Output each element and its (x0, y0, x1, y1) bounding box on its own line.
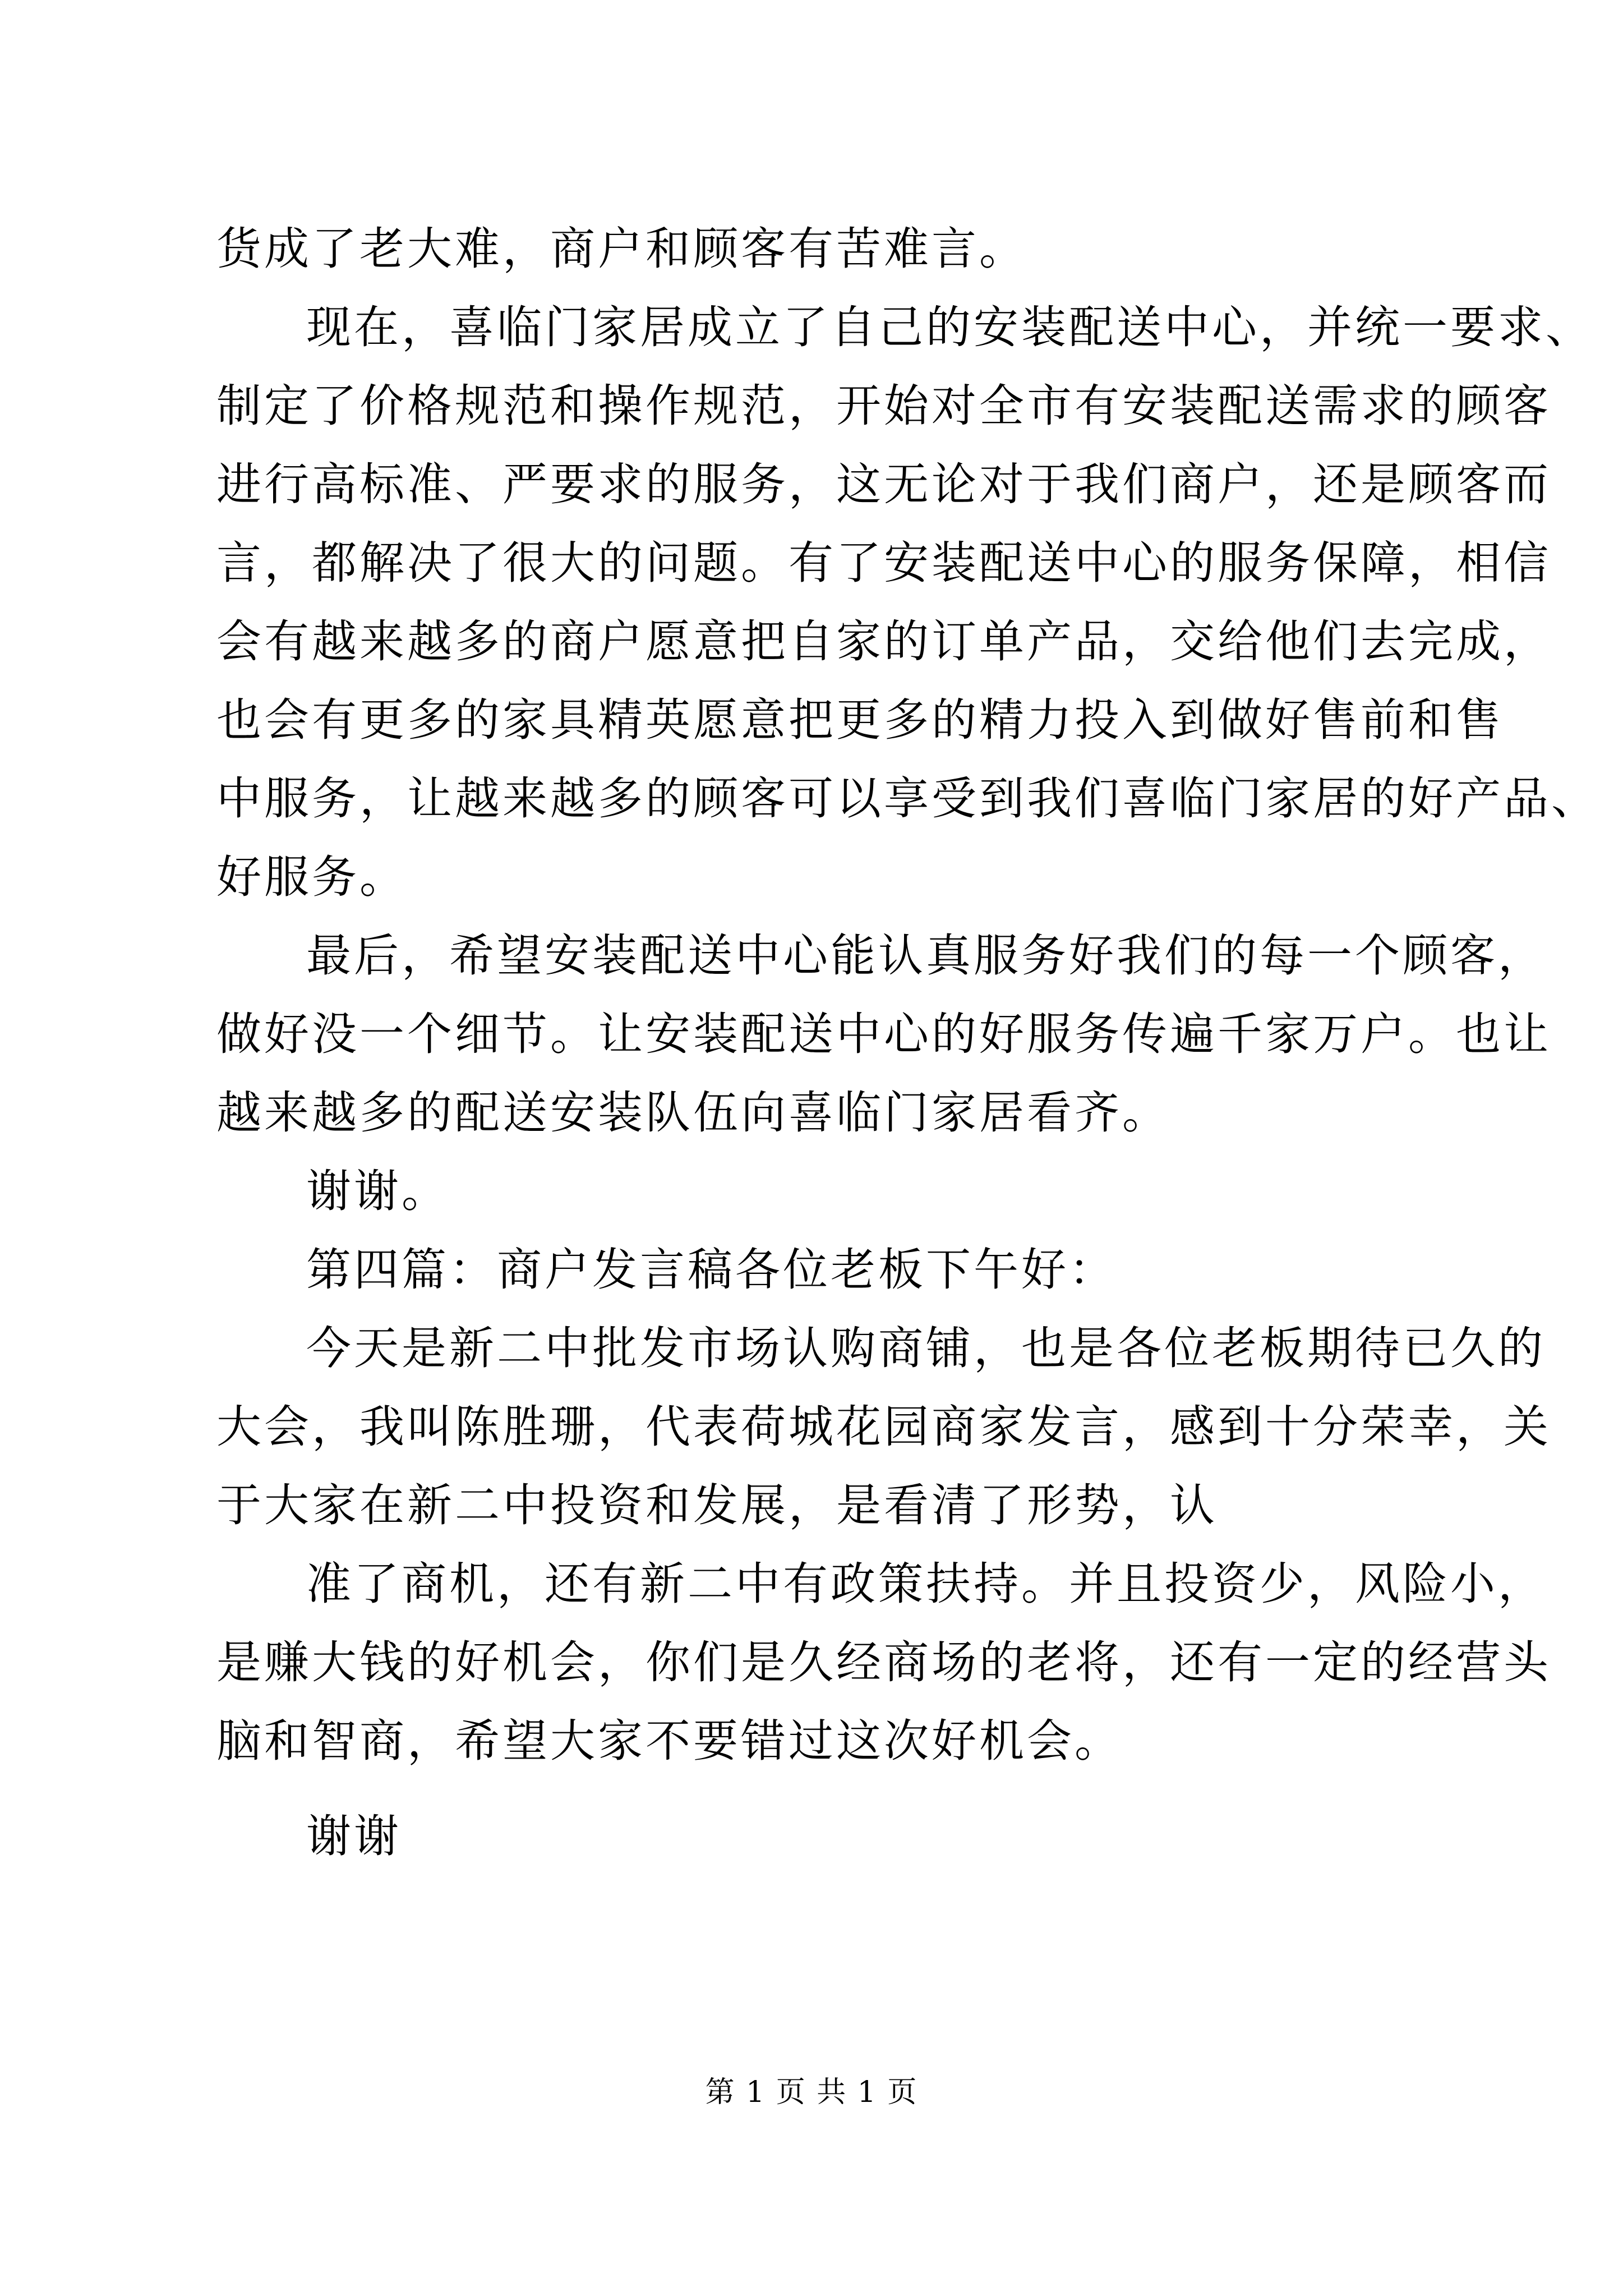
text-line: 做好没一个细节。让安装配送中心的好服务传遍千家万户。也让 (216, 1008, 1551, 1060)
text-line: 脑和智商，希望大家不要错过这次好机会。 (216, 1715, 1122, 1767)
text-line: 越来越多的配送安装队伍向喜临门家居看齐。 (216, 1087, 1170, 1139)
text-line: 会有越来越多的商户愿意把自家的订单产品，交给他们去完成， (216, 615, 1551, 668)
text-line: 大会，我叫陈胜珊，代表荷城花园商家发言，感到十分荣幸，关 (216, 1401, 1551, 1453)
text-line: 货成了老大难，商户和顾客有苦难言。 (216, 223, 1027, 275)
closing-thanks: 谢谢 (306, 1810, 402, 1862)
text-line: 是赚大钱的好机会，你们是久经商场的老将，还有一定的经营头 (216, 1636, 1551, 1688)
page-number-footer: 第 1 页 共 1 页 (705, 2076, 918, 2109)
text-line: 言，都解决了很大的问题。有了安装配送中心的服务保障，相信 (216, 537, 1551, 589)
text-line: 制定了价格规范和操作规范，开始对全市有安装配送需求的顾客 (216, 380, 1551, 432)
closing-thanks: 谢谢。 (306, 1165, 449, 1217)
paragraph-first-line: 现在，喜临门家居成立了自己的安装配送中心，并统一要求、 (306, 301, 1593, 353)
paragraph-first-line: 今天是新二中批发市场认购商铺，也是各位老板期待已久的 (306, 1322, 1546, 1374)
text-line: 好服务。 (216, 851, 407, 903)
section-heading: 第四篇：商户发言稿各位老板下午好： (306, 1244, 1117, 1296)
text-line: 中服务，让越来越多的顾客可以享受到我们喜临门家居的好产品、 (216, 772, 1599, 825)
paragraph-first-line: 最后，希望安装配送中心能认真服务好我们的每一个顾客， (306, 930, 1546, 982)
text-line: 进行高标准、严要求的服务，这无论对于我们商户，还是顾客而 (216, 458, 1551, 510)
text-line: 于大家在新二中投资和发展，是看清了形势，认 (216, 1479, 1218, 1531)
text-line: 也会有更多的家具精英愿意把更多的精力投入到做好售前和售 (216, 694, 1504, 746)
paragraph-first-line: 准了商机，还有新二中有政策扶持。并且投资少，风险小， (306, 1558, 1546, 1610)
